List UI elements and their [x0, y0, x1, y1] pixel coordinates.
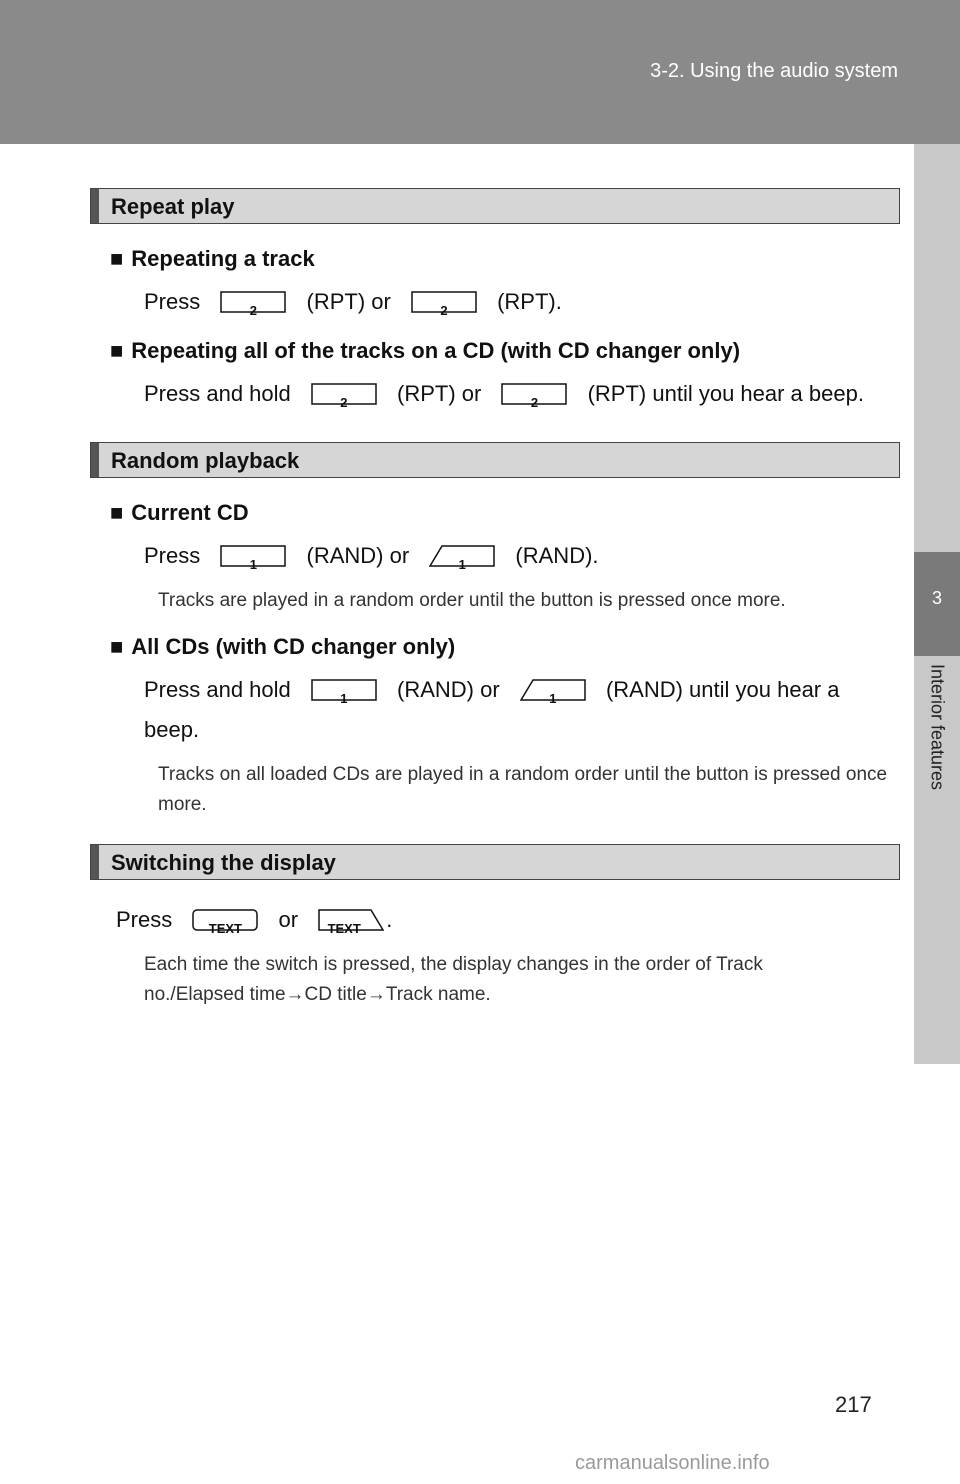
instruction-text: . [386, 907, 393, 932]
instruction-text: Press [144, 289, 201, 314]
rpt-button-alt-icon [411, 291, 477, 318]
instruction-text: Press [144, 543, 201, 568]
rpt-button-icon [220, 291, 286, 318]
text-button-icon [192, 909, 258, 936]
page-header [0, 0, 960, 144]
subheading-current-cd [110, 500, 900, 526]
instruction-line [116, 902, 900, 938]
rpt-button-icon [311, 383, 377, 410]
subheading-text: Current CD [131, 500, 249, 525]
button-label: 1 [458, 557, 466, 572]
section-title: Repeat play [111, 194, 235, 219]
page-content [90, 188, 900, 1028]
section-breadcrumb: 3-2. Using the audio system [650, 60, 898, 82]
instruction-line [144, 672, 900, 708]
rand-button-alt-icon [520, 679, 586, 706]
note-text: Tracks are played in a random order until the button is pressed once more. [158, 590, 786, 611]
instruction-line-continued: beep. [144, 717, 200, 742]
section-title: Switching the display [111, 850, 336, 875]
instruction-line [144, 538, 900, 574]
square-bullet-icon: ■ [110, 338, 124, 363]
button-label: TEXT [208, 921, 242, 936]
instruction-line [144, 376, 900, 412]
note-text [144, 950, 900, 1010]
section-title: Random playback [111, 448, 300, 473]
button-label: 1 [549, 691, 557, 706]
instruction-line [144, 284, 900, 320]
square-bullet-icon: ■ [110, 634, 124, 659]
footer-watermark: carmanualsonline.info [575, 1452, 770, 1474]
note-text: Tracks on all loaded CDs are played in a random order until the button is pressed once more. [158, 764, 888, 815]
page-number: 217 [835, 1392, 872, 1417]
note-line: Each time the switch is pressed, the display changes in the order of Track [144, 954, 763, 975]
instruction-text: Press and hold [144, 381, 291, 406]
square-bullet-icon: ■ [110, 500, 124, 525]
section-heading-display [90, 844, 900, 880]
rand-button-alt-icon [429, 545, 495, 572]
chapter-label-container [914, 664, 960, 864]
section-heading-random [90, 442, 900, 478]
instruction-text: or [278, 907, 299, 932]
button-label: 2 [340, 395, 348, 410]
button-label: 2 [530, 395, 539, 410]
rpt-button-alt-icon [501, 383, 567, 410]
instruction-text: Press [116, 907, 173, 932]
subheading-text: All CDs (with CD changer only) [131, 634, 456, 659]
text-button-alt-icon [318, 909, 384, 936]
subheading-repeat-track [110, 246, 900, 272]
rand-button-icon [220, 545, 286, 572]
note-line: no./Elapsed time→CD title→Track name. [144, 984, 491, 1005]
subheading-repeat-all [110, 338, 900, 364]
instruction-text: (RPT) until you hear a beep. [587, 381, 864, 406]
instruction-text: (RAND) or [306, 543, 410, 568]
chapter-label: Interior features [927, 664, 948, 791]
chapter-number: 3 [931, 588, 942, 608]
instruction-text: (RPT). [497, 289, 562, 314]
button-label: 2 [249, 303, 257, 318]
subheading-all-cds [110, 634, 900, 660]
button-label: TEXT [327, 921, 361, 936]
instruction-text: (RAND) or [397, 677, 500, 702]
rand-button-icon [311, 679, 377, 706]
section-heading-repeat [90, 188, 900, 224]
square-bullet-icon: ■ [110, 246, 124, 271]
subheading-text: Repeating all of the tracks on a CD (with CD changer only) [131, 338, 741, 363]
button-label: 1 [249, 557, 257, 572]
instruction-text: (RAND) until you hear a [605, 677, 840, 702]
instruction-text: (RPT) or [397, 381, 482, 406]
instruction-text: Press and hold [144, 677, 291, 702]
button-label: 2 [440, 303, 448, 318]
chapter-tab [914, 552, 960, 656]
button-label: 1 [340, 691, 348, 706]
subheading-text: Repeating a track [131, 246, 315, 271]
instruction-text: (RPT) or [306, 289, 391, 314]
instruction-text: (RAND). [515, 543, 599, 568]
